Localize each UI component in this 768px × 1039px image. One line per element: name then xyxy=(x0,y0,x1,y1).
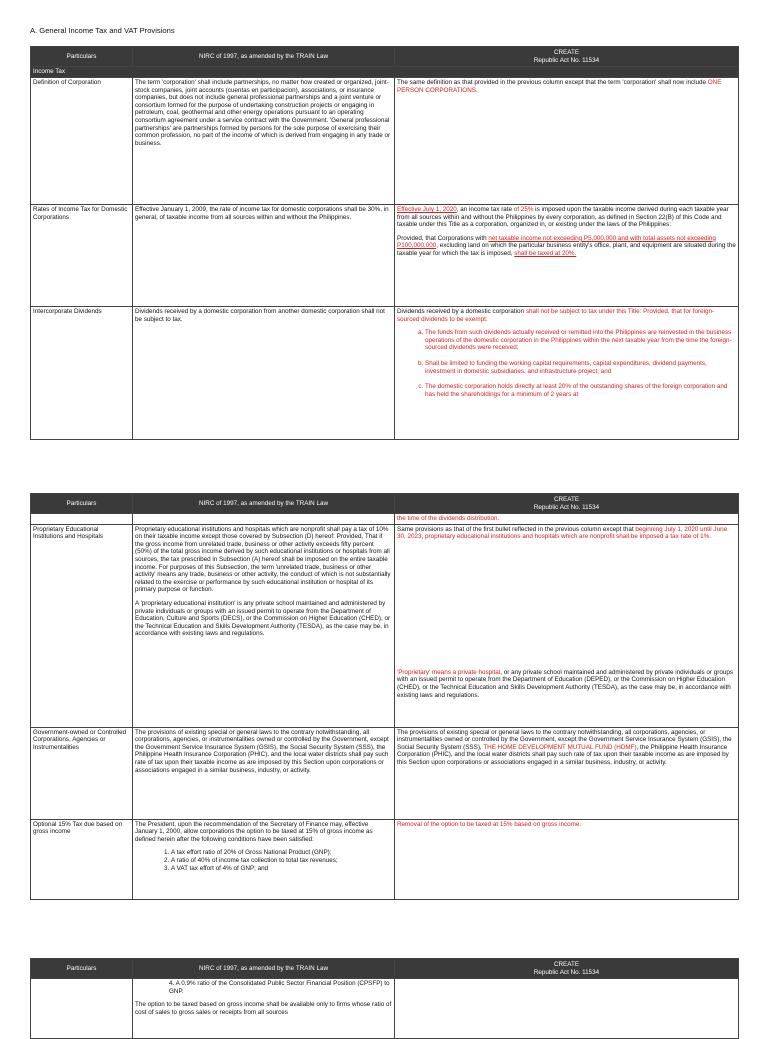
header-particulars: Particulars xyxy=(31,47,133,67)
nirc-cell: The President, upon the recommendation of the Secretary of Finance may, effective January 1, 2000, allow corporations the option to be taxed at 15% of gross income as defined herein after the following conditions have been satisfied: 1. A tax effort ratio of 20% of Gross National Product (GNP); 2. A ratio of 40% of income tax collection to total tax revenues; 3. A VAT tax effort of 4% of GNP; and xyxy=(133,819,395,899)
document-title: A. General Income Tax and VAT Provisions xyxy=(30,26,175,35)
section-band-row xyxy=(31,67,739,78)
header-nirc: NIRC of 1997, as amended by the TRAIN Law xyxy=(133,47,395,67)
create-cell: Dividends received by a domestic corporation shall not be subject to tax under this Title: Provided, that for foreign-sourced dividends to be exempt: a. The funds from such dividends actually received or remitted into the Philippines are reinvested in the business operations of the domestic corporation in the Philippines within the next taxable year from the time the foreign-sourced dividends were received; b. Shall be limited to funding the working capital requirements, capital expenditures, dividend payments, investment in domestic subsidiaries, and infrastructure project; and c. The domestic corporation holds directly at least 20% of the outstanding shares of the foreign corporation and has held the shareholdings for a minimum of 2 years at xyxy=(395,307,739,440)
create-cell: Same provisions as that of the first bullet reflected in the previous column except that beginning July 1, 2020 until June 30, 2023, proprietary educational institutions and hospitals which are nonprofit shall be imposed a tax rate of 1%. 'Proprietary' means a private hospital, or any private school maintained and administered by private individuals or groups with an issued permit to operate from the Department of Education (DEPED), or the Commission on Higher Education (CHED), or the Technical Education and Skills Development Authority (TESDA), as the case may be, in accordance with existing laws and regulations. xyxy=(395,524,739,727)
create-cell: The provisions of existing special or general laws to the contrary notwithstanding, all corporations, agencies, or instrumentalities owned or controlled by the Government, except the Government Service Insurance System (GSIS), the Social Security System (SSS), THE HOME DEVELOPMENT MUTUAL FUND (HDMF), the Philippine Health Insurance Corporation (PHIC), and the local water districts shall pay such rate of tax upon their taxable income as are imposed by this Section upon corporations or associations engaged in a similar business, industry, or activity. xyxy=(395,727,739,819)
create-cell: The same definition as that provided in the previous column except that the term 'corporation' shall now include ONE PERSON CORPORATIONS. xyxy=(395,78,739,205)
row-label: Definition of Corporation xyxy=(31,78,133,205)
list-item: a. The funds from such dividends actually received or remitted into the Philippines are reinvested in the business operations of the domestic corporation in the Philippines within the next taxable year from the time the foreign-sourced dividends were received; xyxy=(425,329,736,352)
row-label: Proprietary Educational Institutions and Hospitals xyxy=(31,524,133,727)
comparison-table-2 xyxy=(30,493,739,900)
list-item: 3. A VAT tax effort of 4% of GNP; and xyxy=(171,865,392,873)
header-create: CREATE Republic Act No. 11534 xyxy=(395,47,739,67)
header-nirc: NIRC of 1997, as amended by the TRAIN Law xyxy=(133,959,395,979)
table-row xyxy=(31,307,739,440)
list-item: 1. A tax effort ratio of 20% of Gross National Product (GNP); xyxy=(171,849,392,857)
nirc-cell: The provisions of existing special or general laws to the contrary notwithstanding, all corporations, agencies, or instrumentalities owned or controlled by the Government, except the Government Service Insurance System (GSIS), the Social Security System (SSS), the Philippine Health Insurance Corporation (PHIC), and the local water districts shall pay such rate of tax upon their taxable income as are imposed by this Section upon corporations or associations engaged in a similar business, industry, or activity. xyxy=(133,727,395,819)
table-row xyxy=(31,78,739,205)
header-particulars: Particulars xyxy=(31,959,133,979)
exemption-conditions-list xyxy=(397,329,736,398)
table-row xyxy=(31,979,739,1039)
create-cell: Effective July 1, 2020, an income tax rate of 25% is imposed upon the taxable income derived during each taxable year from all sources within and without the Philippines by every corporation, as defined in Section 22(B) of this Code and taxable under this Title as a corporation, organized in, or existing under the laws of the Philippines: Provided, that Corporations with net taxable income not exceeding P5,000,000 and with total assets not exceeding P100,000,000, excluding land on which the particular business entity's office, plant, and equipment are situated during the taxable year for which the tax is imposed, shall be taxed at 20%. xyxy=(395,205,739,307)
row-label: Rates of Income Tax for Domestic Corporations xyxy=(31,205,133,307)
table-header-row xyxy=(31,959,739,979)
list-item: c. The domestic corporation holds directly at least 20% of the outstanding shares of the foreign corporation and has held the shareholdings for a minimum of 2 years at xyxy=(425,383,736,398)
header-create: CREATE Republic Act No. 11534 xyxy=(395,959,739,979)
header-nirc: NIRC of 1997, as amended by the TRAIN Law xyxy=(133,494,395,514)
table-row xyxy=(31,727,739,819)
comparison-table-1 xyxy=(30,46,739,440)
create-cell: Removal of the option to be taxed at 15% based on gross income. xyxy=(395,819,739,899)
conditions-list xyxy=(135,849,392,872)
list-item: b. Shall be limited to funding the working capital requirements, capital expenditures, dividend payments, investment in domestic subsidiaries, and infrastructure project; and xyxy=(425,360,736,375)
nirc-cell: Effective January 1, 2009, the rate of income tax for domestic corporations shall be 30%, in general, of taxable income from all sources within and without the Philippines. xyxy=(133,205,395,307)
nirc-cell: 4. A 0.9% ratio of the Consolidated Public Sector Financial Position (CPSFP) to GNP. The option to be taxed based on gross income shall be available only to firms whose ratio of cost of sales to gross sales or receipts from all sources xyxy=(133,979,395,1039)
continuation-row xyxy=(31,514,739,525)
list-item: 2. A ratio of 40% of income tax collection to total tax revenues; xyxy=(171,857,392,865)
table-row xyxy=(31,524,739,727)
row-label: Intercorporate Dividends xyxy=(31,307,133,440)
table-row xyxy=(31,205,739,307)
nirc-cell: Proprietary educational institutions and hospitals which are nonprofit shall pay a tax of 10% on their taxable income except those covered by Subsection (D) hereof: Provided, That if the gross income from unrelated trade, business or other activity exceeds fifty percent (50%) of the total gross income derived by such educational institutions or hospitals from all sources, the tax prescribed in Subsection (A) hereof shall be imposed on the entire taxable income. For purposes of this Subsection, the term 'unrelated trade, business or other activity' means any trade, business or other activity, the conduct of which is not substantially related to the exercise or performance by such educational institution or hospital of its primary purpose or function. A 'proprietary educational institution' is any private school maintained and administered by private individuals or groups with an issued permit to operate from the Department of Education, Culture and Sports (DECS), or the Commission on Higher Education (CHED), or the Technical Education and Skills Development Authority (TESDA), as the case may be, in accordance with existing laws and regulations. xyxy=(133,524,395,727)
nirc-cell: The term 'corporation' shall include partnerships, no matter how created or organized, joint-stock companies, joint accounts (cuentas en participacion), associations, or insurance companies, but does not include general professional partnerships and a joint venture or consortium formed for the purpose of undertaking construction projects or engaging in petroleum, coal, geothermal and other energy operations pursuant to an operating consortium agreement under a service contract with the Government. 'General professional partnerships' are partnerships formed by persons for the sole purpose of exercising their common profession, no part of the income of which is derived from engaging in any trade or business. xyxy=(133,78,395,205)
header-create: CREATE Republic Act No. 11534 xyxy=(395,494,739,514)
header-particulars: Particulars xyxy=(31,494,133,514)
comparison-table-3 xyxy=(30,958,739,1039)
table-row xyxy=(31,819,739,899)
continuation-text: the time of the dividends distribution. xyxy=(395,514,739,525)
row-label: Government-owned or Controlled Corporations, Agencies or Instrumentalities xyxy=(31,727,133,819)
section-band-income-tax: Income Tax xyxy=(31,67,739,78)
nirc-cell: Dividends received by a domestic corporation from another domestic corporation shall not be subject to tax. xyxy=(133,307,395,440)
table-header-row xyxy=(31,494,739,514)
table-header-row xyxy=(31,47,739,67)
row-label: Optional 15% Tax due based on gross income xyxy=(31,819,133,899)
